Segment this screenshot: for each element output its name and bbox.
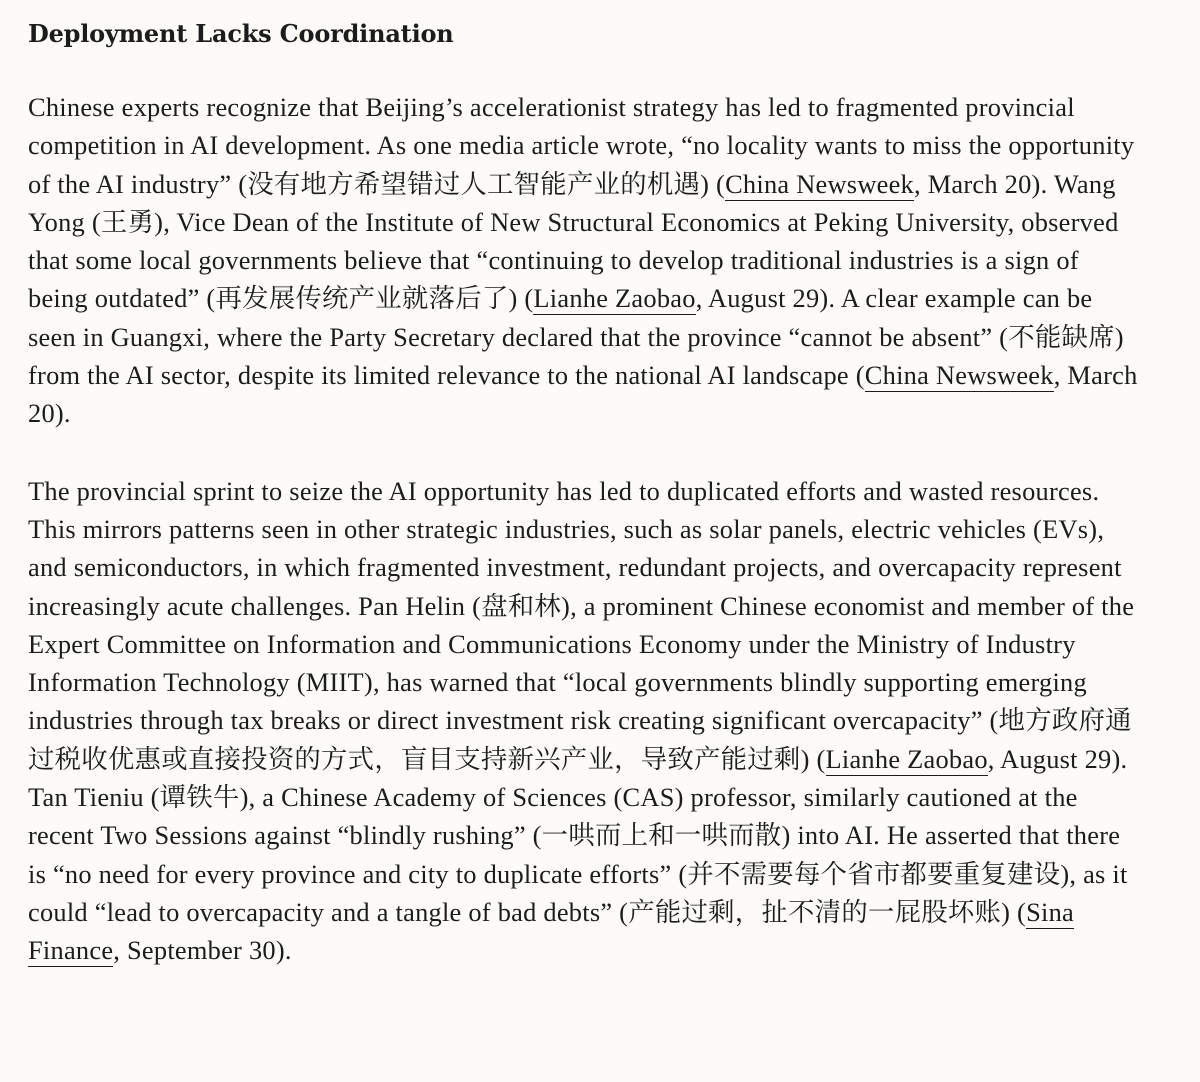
paragraph-2-text: , September 30). [113,935,292,966]
paragraph-1-text: , March 20). Wang Yong (王勇), Vice Dean of the Institute of New Structural Economics at Peking University, observed that some local governments believe that “continuing to develop traditional industries is a sign of being outdated” (再发展传统产业就落后了) ( [28,168,1119,314]
paragraph-2-text: , August 29). Tan Tieniu (谭铁牛), a Chinese Academy of Sciences (CAS) professor, similarly cautioned at the recent Two Sessions against “blindly rushing” (一哄而上和一哄而散) into AI. He asserted that there is “no need for every province and city to duplicate efforts” (并不需要每个省市都要重复建设), as it could “lead to overcapacity and a tangle of bad debts” (产能过剩，扯不清的一屁股坏账) ( [28,743,1128,927]
link-sina-finance[interactable]: Sina Finance [28,896,1075,966]
link-china-newsweek[interactable]: China Newsweek [725,168,914,199]
paragraph-1-text: , March 20). [28,360,1138,429]
link-china-newsweek[interactable]: China Newsweek [864,360,1054,391]
paragraph-2-text: The provincial sprint to seize the AI opportunity has led to duplicated efforts and wasted resources. This mirrors patterns seen in other strategic industries, such as solar panels, electric vehicles (EVs), and semiconductors, in which fragmented investment, redundant projects, and overcapacity represent increasingly acute challenges. Pan Helin (盘和林), a prominent Chinese economist and member of the Expert Committee on Information and Communications Economy under the Ministry of Industry Information Technology (MIIT), has warned that “local governments blindly supporting emerging industries through tax breaks or direct investment risk creating significant overcapacity” (地方政府通过税收优惠或直接投资的方式，盲目支持新兴产业，导致产能过剩) ( [28,475,1135,774]
paragraph-1-text: Chinese experts recognize that Beijing’s accelerationist strategy has led to fragmented provincial competition in AI development. As one media article wrote, “no locality wants to miss the opportunity of the AI industry” (没有地方希望错过人工智能产业的机遇) ( [28,92,1135,199]
section-heading: Deployment Lacks Coordination [28,19,454,48]
paragraph-1-text: , August 29). A clear example can be seen in Guangxi, where the Party Secretary declared that the province “cannot be absent” (不能缺席) from the AI sector, despite its limited relevance to the national AI landscape ( [28,283,1124,391]
paragraph-2 [28,472,1138,970]
link-lianhe-zaobao[interactable]: Lianhe Zaobao [825,743,988,774]
link-lianhe-zaobao[interactable]: Lianhe Zaobao [533,283,696,314]
paragraph-1 [28,88,1138,433]
article [28,14,1138,1009]
